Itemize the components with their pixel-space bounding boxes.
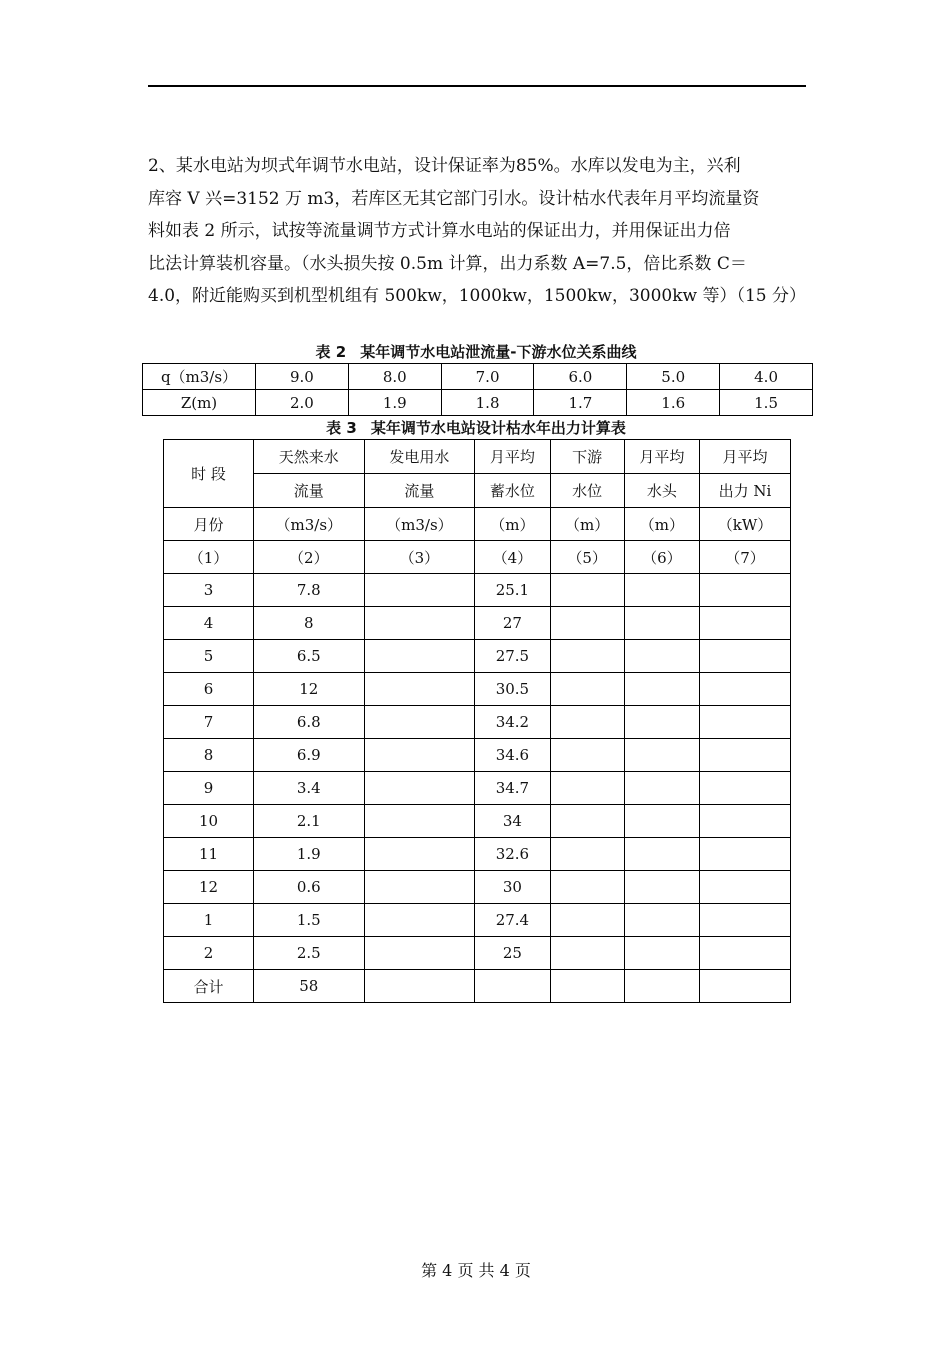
index-cell: （5） bbox=[550, 541, 624, 574]
table-row bbox=[164, 838, 791, 871]
inflow-cell: 1.9 bbox=[254, 838, 365, 871]
table-cell bbox=[624, 904, 699, 937]
table-cell bbox=[624, 673, 699, 706]
index-row bbox=[164, 541, 791, 574]
table-cell bbox=[364, 640, 475, 673]
header-cell: 月平均 bbox=[700, 440, 791, 474]
table-cell bbox=[700, 706, 791, 739]
table-cell bbox=[550, 739, 624, 772]
header-cell: 下游 bbox=[550, 440, 624, 474]
level-cell: 32.6 bbox=[475, 838, 550, 871]
table-row bbox=[143, 364, 813, 390]
table-cell bbox=[364, 706, 475, 739]
table-cell bbox=[624, 970, 699, 1003]
header-cell: 月平均 bbox=[475, 440, 550, 474]
table2-caption-title: 某年调节水电站泄流量-下游水位关系曲线 bbox=[360, 343, 637, 361]
header-rule bbox=[148, 85, 806, 87]
month-cell: 8 bbox=[164, 739, 254, 772]
month-cell: 2 bbox=[164, 937, 254, 970]
table-cell bbox=[700, 772, 791, 805]
table-row bbox=[164, 640, 791, 673]
table-cell bbox=[624, 805, 699, 838]
month-cell: 3 bbox=[164, 574, 254, 607]
table-cell bbox=[700, 805, 791, 838]
month-cell: 5 bbox=[164, 640, 254, 673]
table-cell: 5.0 bbox=[627, 364, 720, 390]
level-cell: 27.4 bbox=[475, 904, 550, 937]
header-cell: 月平均 bbox=[624, 440, 699, 474]
table-row bbox=[164, 706, 791, 739]
problem-line: 2、某水电站为坝式年调节水电站，设计保证率为85%。水库以发电为主，兴利 bbox=[148, 156, 741, 176]
header-cell: 出力 Ni bbox=[700, 474, 791, 508]
table-cell bbox=[364, 574, 475, 607]
unit-cell: （m） bbox=[475, 508, 550, 541]
level-cell: 25.1 bbox=[475, 574, 550, 607]
table-cell: 1.6 bbox=[627, 390, 720, 416]
inflow-cell: 8 bbox=[254, 607, 365, 640]
row-label-q: q（m3/s） bbox=[143, 364, 256, 390]
table-cell bbox=[550, 871, 624, 904]
table-row bbox=[164, 904, 791, 937]
table-cell bbox=[364, 739, 475, 772]
unit-cell: （m3/s） bbox=[364, 508, 475, 541]
inflow-cell: 7.8 bbox=[254, 574, 365, 607]
table-cell bbox=[550, 772, 624, 805]
month-cell: 11 bbox=[164, 838, 254, 871]
inflow-cell: 12 bbox=[254, 673, 365, 706]
table-cell bbox=[700, 970, 791, 1003]
table-cell bbox=[550, 640, 624, 673]
problem-line: 料如表 2 所示，试按等流量调节方式计算水电站的保证出力，并用保证出力倍 bbox=[148, 221, 731, 241]
table-cell bbox=[624, 838, 699, 871]
table-row bbox=[164, 673, 791, 706]
table-cell bbox=[550, 838, 624, 871]
table-cell bbox=[364, 607, 475, 640]
table-cell bbox=[624, 574, 699, 607]
table3-caption-title: 某年调节水电站设计枯水年出力计算表 bbox=[370, 419, 626, 437]
table-cell bbox=[364, 673, 475, 706]
units-row bbox=[164, 508, 791, 541]
header-cell: 蓄水位 bbox=[475, 474, 550, 508]
inflow-cell: 2.1 bbox=[254, 805, 365, 838]
table-cell bbox=[700, 673, 791, 706]
level-cell: 34 bbox=[475, 805, 550, 838]
header-row bbox=[164, 474, 791, 508]
header-cell: 发电用水 bbox=[364, 440, 475, 474]
header-cell bbox=[164, 440, 254, 508]
unit-cell: （m3/s） bbox=[254, 508, 365, 541]
table-cell bbox=[550, 937, 624, 970]
index-cell: （3） bbox=[364, 541, 475, 574]
level-cell: 30.5 bbox=[475, 673, 550, 706]
header-cell: 水位 bbox=[550, 474, 624, 508]
level-cell: 30 bbox=[475, 871, 550, 904]
table-cell bbox=[550, 607, 624, 640]
table-cell bbox=[364, 805, 475, 838]
table-cell bbox=[550, 706, 624, 739]
level-cell: 34.2 bbox=[475, 706, 550, 739]
table-cell bbox=[624, 937, 699, 970]
problem-line: 比法计算装机容量。（水头损失按 0.5m 计算，出力系数 A=7.5，倍比系数 C＝ bbox=[148, 253, 747, 274]
level-cell: 34.6 bbox=[475, 739, 550, 772]
table-cell: 2.0 bbox=[256, 390, 349, 416]
table-cell bbox=[624, 640, 699, 673]
level-cell: 34.7 bbox=[475, 772, 550, 805]
output-calculation-table bbox=[163, 439, 791, 1003]
header-cell: 流量 bbox=[364, 474, 475, 508]
inflow-cell: 0.6 bbox=[254, 871, 365, 904]
discharge-tailwater-table bbox=[142, 363, 813, 416]
table-cell: 6.0 bbox=[534, 364, 627, 390]
table-cell bbox=[700, 739, 791, 772]
index-cell: （1） bbox=[164, 541, 254, 574]
table-body bbox=[164, 574, 791, 970]
header-cell: 水头 bbox=[624, 474, 699, 508]
table-cell bbox=[550, 970, 624, 1003]
page-number: 第 4 页 共 4 页 bbox=[421, 1261, 531, 1280]
table-row bbox=[143, 390, 813, 416]
table2-caption-number: 表 2 bbox=[315, 343, 347, 361]
table-cell bbox=[700, 838, 791, 871]
inflow-cell: 6.5 bbox=[254, 640, 365, 673]
month-cell: 6 bbox=[164, 673, 254, 706]
table-row bbox=[164, 607, 791, 640]
table-row bbox=[164, 937, 791, 970]
unit-cell: （m） bbox=[624, 508, 699, 541]
table-cell: 1.5 bbox=[720, 390, 813, 416]
header-cell: 天然来水 bbox=[254, 440, 365, 474]
table3-caption bbox=[0, 417, 952, 438]
table2-caption bbox=[0, 341, 952, 362]
total-inflow: 58 bbox=[254, 970, 365, 1003]
table-cell bbox=[364, 772, 475, 805]
inflow-cell: 6.9 bbox=[254, 739, 365, 772]
table-row bbox=[164, 805, 791, 838]
inflow-cell: 3.4 bbox=[254, 772, 365, 805]
table-cell bbox=[624, 739, 699, 772]
table-cell bbox=[700, 574, 791, 607]
table-row bbox=[164, 739, 791, 772]
table3-caption-number: 表 3 bbox=[326, 419, 357, 437]
table-cell bbox=[550, 673, 624, 706]
table-cell bbox=[700, 904, 791, 937]
problem-line: 库容 V 兴=3152 万 m3，若库区无其它部门引水。设计枯水代表年月平均流量资 bbox=[148, 188, 760, 209]
problem-line: 4.0，附近能购买到机型机组有 500kw，1000kw，1500kw，3000kw 等）（15 分） bbox=[148, 286, 807, 306]
table-cell: 1.7 bbox=[534, 390, 627, 416]
inflow-cell: 6.8 bbox=[254, 706, 365, 739]
level-cell: 25 bbox=[475, 937, 550, 970]
header-cell: 流量 bbox=[254, 474, 365, 508]
month-cell: 4 bbox=[164, 607, 254, 640]
index-cell: （4） bbox=[475, 541, 550, 574]
table-cell bbox=[624, 871, 699, 904]
table-cell bbox=[364, 904, 475, 937]
unit-cell: （kW） bbox=[700, 508, 791, 541]
table-cell bbox=[550, 805, 624, 838]
header-row bbox=[164, 440, 791, 474]
table-cell bbox=[550, 574, 624, 607]
month-cell: 1 bbox=[164, 904, 254, 937]
index-cell: （2） bbox=[254, 541, 365, 574]
table-cell bbox=[475, 970, 550, 1003]
table-cell bbox=[550, 904, 624, 937]
table-row bbox=[164, 871, 791, 904]
table-cell: 9.0 bbox=[256, 364, 349, 390]
table-cell bbox=[364, 838, 475, 871]
table-cell: 7.0 bbox=[441, 364, 534, 390]
total-label: 合计 bbox=[164, 970, 254, 1003]
table-cell bbox=[700, 871, 791, 904]
month-cell: 10 bbox=[164, 805, 254, 838]
table-cell bbox=[364, 871, 475, 904]
table-cell: 1.8 bbox=[441, 390, 534, 416]
table-cell bbox=[364, 937, 475, 970]
level-cell: 27.5 bbox=[475, 640, 550, 673]
table-row bbox=[164, 772, 791, 805]
table-cell bbox=[364, 970, 475, 1003]
month-cell: 7 bbox=[164, 706, 254, 739]
unit-cell: （m） bbox=[550, 508, 624, 541]
table-cell: 1.9 bbox=[348, 390, 441, 416]
table-cell bbox=[624, 706, 699, 739]
table-cell bbox=[700, 937, 791, 970]
row-label-z: Z(m) bbox=[143, 390, 256, 416]
table-cell bbox=[624, 772, 699, 805]
inflow-cell: 2.5 bbox=[254, 937, 365, 970]
inflow-cell: 1.5 bbox=[254, 904, 365, 937]
table-cell bbox=[700, 640, 791, 673]
problem-text bbox=[148, 150, 808, 313]
index-cell: （6） bbox=[624, 541, 699, 574]
table-cell: 4.0 bbox=[720, 364, 813, 390]
month-cell: 9 bbox=[164, 772, 254, 805]
table-row bbox=[164, 574, 791, 607]
level-cell: 27 bbox=[475, 607, 550, 640]
month-cell: 12 bbox=[164, 871, 254, 904]
header-text: 时 段 bbox=[191, 465, 226, 483]
table-cell bbox=[624, 607, 699, 640]
table-cell: 8.0 bbox=[348, 364, 441, 390]
unit-cell: 月份 bbox=[164, 508, 254, 541]
total-row bbox=[164, 970, 791, 1003]
index-cell: （7） bbox=[700, 541, 791, 574]
table-cell bbox=[700, 607, 791, 640]
